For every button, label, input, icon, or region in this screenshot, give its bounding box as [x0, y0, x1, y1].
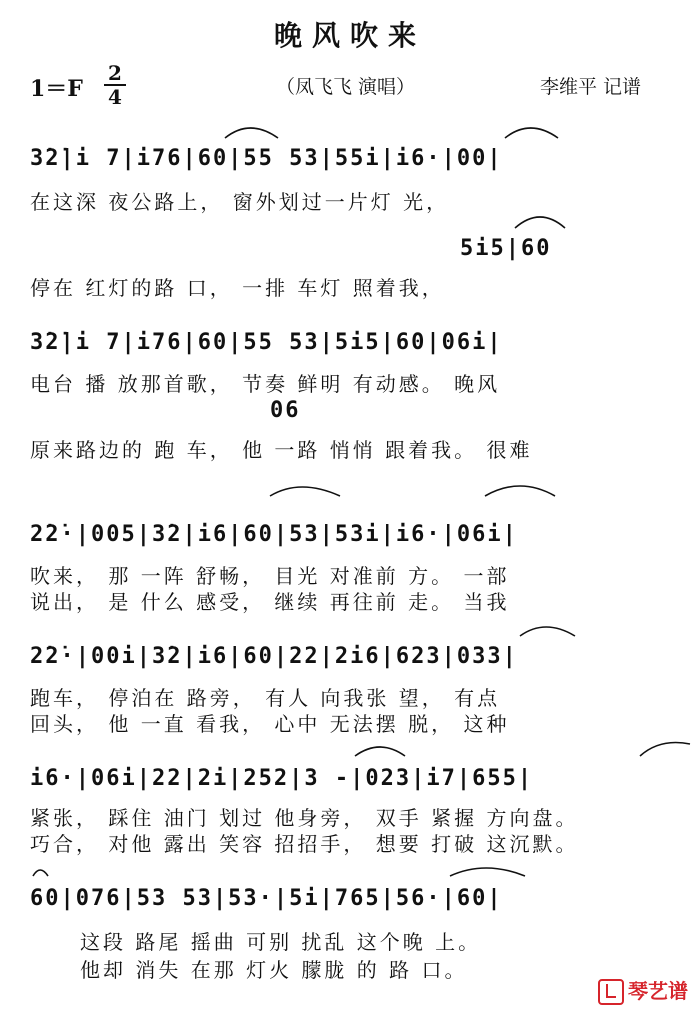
- time-beats: 2: [104, 62, 126, 86]
- lyric-line-1a: 在这深 夜公路上， 窗外划过一片灯 光，: [30, 190, 450, 214]
- notation-line-6: 60|076|53 53|53·|5i|765|56·|60|: [30, 886, 503, 911]
- watermark-logo: [598, 975, 688, 1006]
- lyric-line-6b: 他却 消失 在那 灯火 朦胧 的 路 口。: [80, 958, 468, 982]
- notation-line-2: 3̇2̇|i 7|i76|60|55 53|5i5|60|06i|: [30, 330, 503, 355]
- lyric-line-2b: 原来路边的 跑 车， 他 一路 悄悄 跟着我。 很难: [30, 438, 533, 462]
- lyric-line-3b: 说出， 是 什么 感受， 继续 再往前 走。 当我: [30, 590, 510, 614]
- lyric-line-2a: 电台 播 放那首歌， 节奏 鲜明 有动感。 晚风: [30, 372, 501, 396]
- watermark-text: 琴艺谱: [628, 978, 688, 1003]
- singer-credit: （凤飞飞 演唱）: [276, 76, 416, 98]
- lyric-line-3a: 吹来， 那 一阵 舒畅， 目光 对准前 方。 一部: [30, 564, 510, 588]
- lyric-line-4a: 跑车， 停泊在 路旁， 有人 向我张 望， 有点: [30, 686, 501, 710]
- lyric-line-5a: 紧张， 踩住 油门 划过 他身旁， 双手 紧握 方向盘。: [30, 806, 579, 830]
- time-unit: 4: [108, 85, 122, 109]
- logo-icon: [598, 979, 624, 1005]
- notation-line-4: 2̇2̇·|00i|3̇2|i6|60|22|2i6|623|033|: [30, 644, 518, 669]
- lyric-line-5b: 巧合， 对他 露出 笑容 招招手， 想要 打破 这沉默。: [30, 832, 579, 856]
- notation-line-5: i6·|06i|22|2i|252|3 -|023|i7|655|: [30, 766, 534, 791]
- transcriber-credit: 李维平 记谱: [540, 76, 642, 98]
- lyric-line-6a: 这段 路尾 摇曲 可别 扰乱 这个晚 上。: [80, 930, 482, 954]
- notation-extra-1: 5i5|60: [460, 236, 552, 261]
- key-signature: 1＝F: [30, 76, 83, 102]
- notation-line-3: 2̇2̇·|005|3̇2|i6|60|53|53i|i6·|06i|: [30, 522, 518, 547]
- notation-extra-2: 06: [270, 398, 301, 423]
- notation-line-1: 3̇2̇|i 7|i76|60|55 53|55i|i6·|00|: [30, 146, 503, 171]
- song-title: 晚风吹来: [273, 19, 426, 52]
- lyric-line-1b: 停在 红灯的路 口， 一排 车灯 照着我，: [30, 276, 445, 300]
- lyric-line-4b: 回头， 他 一直 看我， 心中 无法摆 脱， 这种: [30, 712, 510, 736]
